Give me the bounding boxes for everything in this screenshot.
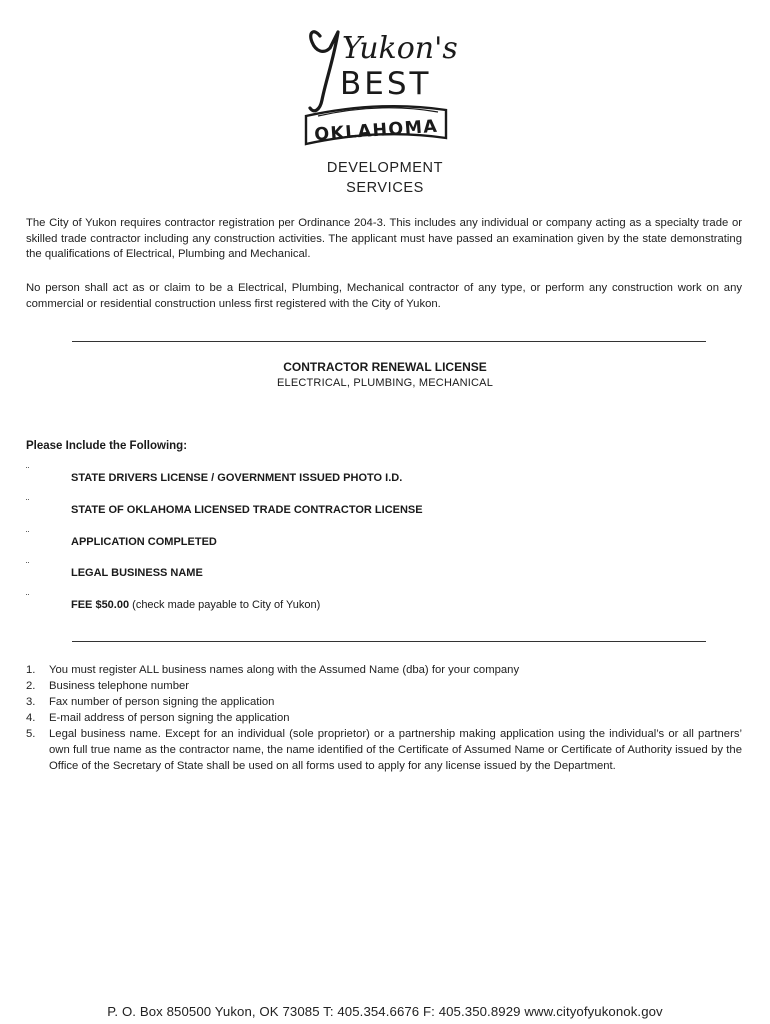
logo-best-text: BEST xyxy=(340,66,432,102)
requirement-item xyxy=(26,530,726,556)
logo-script-text: Yukon's xyxy=(342,31,458,66)
checkbox-bullet-icon: ¨ xyxy=(26,466,31,477)
yukons-best-oklahoma-logo xyxy=(0,18,770,148)
requirement-item xyxy=(26,593,726,619)
list-item xyxy=(26,726,742,774)
list-item xyxy=(26,678,742,694)
list-item xyxy=(26,710,742,726)
script-y-glyph xyxy=(310,32,338,111)
checkbox-bullet-icon: ¨ xyxy=(26,593,31,604)
footer-contact: P. O. Box 850500 Yukon, OK 73085 T: 405.354.6676 F: 405.350.8929 www.cityofyukonok.gov xyxy=(107,1004,663,1019)
requirement-label: STATE DRIVERS LICENSE / GOVERNMENT ISSUED PHOTO I.D. xyxy=(71,472,403,484)
divider-bottom xyxy=(72,641,706,642)
list-text: You must register ALL business names along with the Assumed Name (dba) for your company xyxy=(49,664,520,676)
numbered-list xyxy=(26,662,742,774)
logo-banner-text: OKLAHOMA xyxy=(313,116,439,146)
intro-paragraph-2: No person shall act as or claim to be a Electrical, Plumbing, Mechanical contractor of any type, or perform any construction work on any commercial or residential construction unless first registered with the City of Yukon. xyxy=(26,282,742,310)
checkbox-bullet-icon: ¨ xyxy=(26,530,31,541)
checkbox-bullet-icon: ¨ xyxy=(26,498,31,509)
list-number: 1. xyxy=(26,664,36,676)
list-number: 3. xyxy=(26,696,36,708)
list-number: 5. xyxy=(26,728,36,740)
list-item xyxy=(26,662,742,678)
list-number: 2. xyxy=(26,680,36,692)
divider-top xyxy=(72,341,706,342)
requirement-label: LEGAL BUSINESS NAME xyxy=(71,567,203,579)
department-line-2: SERVICES xyxy=(346,180,424,196)
requirement-label: FEE $50.00 xyxy=(71,599,130,611)
requirement-note: (check made payable to City of Yukon) xyxy=(129,599,321,611)
requirement-label: STATE OF OKLAHOMA LICENSED TRADE CONTRACTOR LICENSE xyxy=(71,504,423,516)
form-title: CONTRACTOR RENEWAL LICENSE xyxy=(283,360,487,374)
list-number: 4. xyxy=(26,712,36,724)
list-text: Legal business name. Except for an individual (sole proprietor) or a partnership making application using the individual’s or all partners’ own full true name as the contractor name, the name identified of the Certificate of Assumed Name or Certificate of Authority issued by the Office of the Secretary of State shall be used on all forms used to apply for any license issued by the Department. xyxy=(49,728,742,772)
requirement-label: APPLICATION COMPLETED xyxy=(71,536,217,548)
intro-paragraph-1: The City of Yukon requires contractor registration per Ordinance 204-3. This includes any individual or company acting as a specialty trade or skilled trade contractor including any construction activities. The applicant must have passed an examination given by the state demonstrating the qualifications of Electrical, Plumbing and Mechanical. xyxy=(26,217,742,261)
requirement-item xyxy=(26,466,726,492)
requirement-item xyxy=(26,498,726,524)
form-subtitle: ELECTRICAL, PLUMBING, MECHANICAL xyxy=(276,377,494,389)
checkbox-bullet-icon: ¨ xyxy=(26,561,31,572)
list-text: E-mail address of person signing the application xyxy=(49,712,290,724)
requirements-heading: Please Include the Following: xyxy=(26,440,188,452)
list-item xyxy=(26,694,742,710)
list-text: Fax number of person signing the application xyxy=(49,696,275,708)
list-text: Business telephone number xyxy=(49,680,190,692)
department-line-1: DEVELOPMENT xyxy=(326,160,444,176)
requirement-item xyxy=(26,561,726,587)
